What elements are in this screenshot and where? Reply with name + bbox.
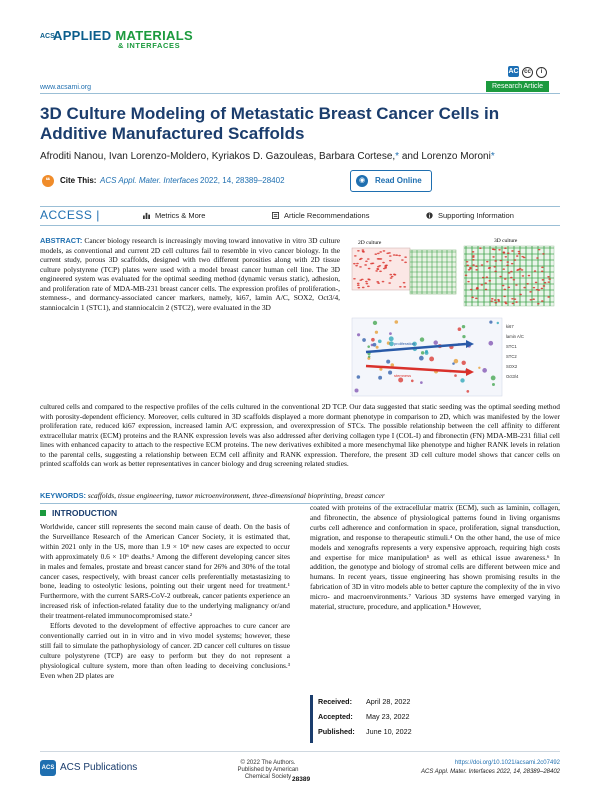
journal-name-applied: APPLIED — [53, 28, 116, 43]
published-date — [318, 727, 412, 736]
document-icon — [272, 212, 279, 219]
toc-label-sox2: SOX2 — [506, 364, 518, 369]
doi-link[interactable]: https://doi.org/10.1021/acsami.2c07492 — [454, 760, 560, 766]
toc-cell-2d — [391, 276, 394, 278]
toc-cell-2d — [374, 253, 377, 255]
toc-cell-3d — [498, 249, 501, 251]
toc-cell-3d — [505, 303, 508, 305]
toc-cell-2d — [353, 263, 356, 265]
toc-marker-dot — [368, 355, 370, 357]
toc-cell-3d — [528, 275, 531, 277]
toc-marker-dot — [488, 341, 493, 346]
toc-marker-dot — [357, 333, 360, 336]
footer-citation: ACS Appl. Mater. Interfaces 2022, 14, 28389–28402 — [421, 769, 560, 775]
toc-cell-3d — [488, 280, 491, 282]
toc-cell-2d — [368, 268, 371, 270]
toc-cell-2d — [377, 282, 380, 284]
toc-marker-dot — [460, 378, 464, 382]
toc-cell-3d — [521, 269, 524, 271]
toc-cell-2d — [360, 258, 363, 260]
toc-label-proliferation: proliferation — [394, 341, 415, 346]
cite-ref-link[interactable]: 2022, 14, 28389–28402 — [200, 176, 285, 185]
toc-marker-legend — [506, 324, 524, 379]
toc-cell-3d — [532, 298, 535, 300]
toc-cell-3d — [481, 264, 484, 266]
toc-bottom-panel — [352, 318, 502, 396]
toc-cell-3d — [494, 260, 497, 262]
toc-cell-3d — [493, 249, 496, 251]
toc-cell-2d — [364, 264, 367, 266]
toc-cell-3d — [481, 284, 484, 286]
toc-marker-dot — [454, 359, 459, 364]
toc-cell-3d — [482, 277, 485, 279]
journal-acs-mark: ACS — [40, 33, 55, 40]
globe-icon: ◉ — [356, 175, 368, 187]
toc-cell-2d — [404, 262, 407, 264]
accepted-value: May 23, 2022 — [366, 712, 410, 721]
toc-cell-2d — [388, 282, 391, 284]
toc-marker-dot — [452, 362, 455, 365]
toc-marker-dot — [357, 375, 361, 379]
bar-chart-icon — [143, 212, 150, 219]
toc-marker-dot — [376, 346, 379, 349]
toc-cell-3d — [507, 252, 510, 254]
toc-cell-2d — [367, 258, 370, 260]
toc-marker-dot — [497, 322, 499, 324]
access-label — [40, 208, 100, 222]
toc-cell-2d — [390, 277, 393, 279]
toc-marker-dot — [462, 361, 466, 365]
toc-label-stc2: STC2 — [506, 354, 517, 359]
toc-marker-dot — [398, 378, 403, 383]
open-access-icons — [505, 60, 547, 75]
toc-cell-3d — [479, 247, 482, 249]
acs-publications-logo[interactable] — [40, 760, 150, 778]
corresponding-author-mark: * — [395, 151, 400, 162]
toc-cell-3d — [541, 288, 544, 290]
toc-marker-dot — [389, 336, 394, 341]
toc-cell-3d — [537, 303, 540, 305]
toc-cell-3d — [530, 299, 533, 301]
toc-marker-dot — [378, 376, 382, 380]
toc-marker-dot — [411, 380, 414, 383]
recommendations-link[interactable] — [272, 211, 369, 220]
journal-name-materials: MATERIALS — [115, 28, 193, 43]
toc-cell-3d — [518, 253, 521, 255]
toc-cell-3d — [465, 274, 468, 276]
toc-cell-3d — [486, 276, 489, 278]
toc-cell-3d — [485, 289, 488, 291]
toc-cell-2d — [384, 267, 387, 269]
metrics-link[interactable] — [143, 211, 205, 220]
toc-cell-2d — [382, 262, 385, 264]
toc-cell-3d — [526, 283, 529, 285]
toc-cell-3d — [529, 291, 532, 293]
toc-cell-2d — [357, 250, 360, 252]
received-label: Received: — [318, 697, 352, 706]
toc-cell-3d — [499, 276, 502, 278]
corresponding-author-mark: * — [490, 151, 495, 162]
toc-cell-3d — [494, 299, 497, 301]
toc-marker-dot — [362, 338, 366, 342]
creative-commons-icon[interactable]: cc — [522, 67, 533, 78]
intro-paragraph-2: Efforts devoted to the development of effective approaches to cure cancer are conventionally carried out in in vitro and in vivo model systems; however, these still fail to simulate the pathophysiology of cancer. 2D cancer cell cultures on tissue culture polystyrene (TCP) are easy to perform but they do not represent a physiological culture system, more than often leading to deceiving conclusions.³ Even when 2D plates are — [40, 621, 290, 680]
toc-cell-3d — [503, 268, 506, 270]
toc-cell-3d — [538, 249, 541, 251]
toc-marker-dot — [433, 340, 438, 345]
toc-cell-2d — [355, 265, 358, 267]
toc-label-2d: 2D culture — [358, 240, 382, 246]
toc-cell-3d — [544, 282, 547, 284]
toc-cell-3d — [522, 275, 525, 277]
toc-cell-2d — [382, 281, 385, 283]
toc-cell-3d — [495, 302, 498, 304]
toc-cell-3d — [502, 285, 505, 287]
toc-cell-3d — [503, 252, 506, 254]
toc-cell-2d — [361, 249, 364, 251]
site-url-link[interactable]: www.acsami.org — [40, 84, 91, 91]
toc-cell-2d — [377, 253, 380, 255]
toc-cell-3d — [504, 256, 507, 258]
toc-cell-3d — [536, 257, 539, 259]
toc-cell-2d — [383, 250, 386, 252]
toc-cell-3d — [472, 259, 475, 261]
toc-marker-dot — [386, 360, 390, 364]
toc-cell-3d — [542, 279, 545, 281]
acs-authorchoice-icon[interactable]: AC — [508, 68, 519, 75]
abstract-label: ABSTRACT: — [40, 236, 83, 245]
toc-cell-2d — [359, 266, 362, 268]
toc-cell-2d — [398, 255, 401, 257]
toc-cell-3d — [523, 287, 526, 289]
toc-marker-dot — [373, 343, 377, 347]
toc-cell-2d — [399, 286, 402, 288]
toc-cell-2d — [395, 254, 398, 256]
read-online-button[interactable] — [350, 170, 432, 192]
supporting-label: Supporting Information — [438, 211, 514, 220]
article-dates — [310, 695, 560, 745]
authors-last[interactable]: and Lorenzo Moroni — [399, 151, 491, 162]
footer-divider — [40, 751, 560, 752]
toc-cell-3d — [541, 300, 544, 302]
toc-cell-3d — [535, 282, 538, 284]
toc-cell-2d — [357, 287, 360, 289]
toc-cell-3d — [514, 298, 517, 300]
toc-label-ki67: ki67 — [506, 324, 514, 329]
toc-cell-2d — [389, 274, 392, 276]
toc-marker-dot — [367, 345, 370, 348]
toc-marker-dot — [462, 325, 465, 328]
toc-cell-3d — [466, 265, 469, 267]
toc-cell-2d — [401, 259, 404, 261]
keywords — [40, 491, 560, 500]
author-list — [40, 151, 560, 162]
toc-cell-3d — [519, 268, 522, 270]
toc-cell-3d — [504, 289, 507, 291]
toc-cell-2d — [403, 282, 406, 284]
toc-cell-3d — [484, 282, 487, 284]
toc-cell-3d — [511, 298, 514, 300]
toc-cell-3d — [547, 296, 550, 298]
toc-cell-2d — [356, 263, 359, 265]
toc-cell-3d — [504, 247, 507, 249]
toc-marker-dot — [491, 375, 496, 380]
toc-cell-3d — [503, 296, 506, 298]
cite-bar — [40, 168, 560, 198]
toc-marker-dot — [421, 351, 424, 354]
intro-paragraph-3: coated with proteins of the extracellular matrix (ECM), such as laminin, collagen, and fibronectin, the absence of physiological patterns found in living organisms curbs cell adherence and conformation in space, proliferation, signal transduction, migration, and response to therapeutic stimuli.⁴ On the other hand, the use of mice models and xenografts represents a very expensive approach, requiring high costs and expertise for mice manipulation⁵ as well as ethical issue awareness.⁶ In addition, the genotype and biology of stromal cells are different between mice and humans. In recent years, tissue engineering has shown promising results in the fabrication of 3D in vitro models able to better capture the complexity of the in vivo micro- and macroenvironments.⁷ Various 3D systems have emerged varying in material, structure, procedure, and application.⁸ However, — [310, 503, 560, 612]
toc-marker-dot — [454, 374, 457, 377]
toc-cell-2d — [389, 260, 392, 262]
toc-cell-3d — [500, 260, 503, 262]
info-icon — [426, 212, 433, 219]
toc-cell-3d — [511, 250, 514, 252]
toc-cell-3d — [515, 284, 518, 286]
cite-journal-link[interactable]: ACS Appl. Mater. Interfaces — [100, 176, 199, 185]
toc-cell-3d — [518, 251, 521, 253]
copyright-notice: © 2022 The Authors. Published by American Chemical Society — [237, 760, 299, 780]
article-title: 3D Culture Modeling of Metastatic Breast Cancer Cells in Additive Manufactured Scaffolds — [40, 104, 500, 143]
introduction-heading — [40, 508, 117, 518]
toc-cell-2d — [375, 270, 378, 272]
toc-cell-2d — [393, 274, 396, 276]
toc-cell-3d — [543, 285, 546, 287]
recommendations-label: Article Recommendations — [284, 211, 370, 220]
toc-cell-3d — [468, 269, 471, 271]
toc-marker-dot — [492, 383, 495, 386]
toc-cell-3d — [541, 270, 544, 272]
toc-label-stemness: stemness — [394, 373, 412, 378]
toc-cell-3d — [533, 287, 536, 289]
toc-cell-3d — [506, 261, 509, 263]
toc-marker-dot — [371, 338, 375, 342]
page-number: 28389 — [292, 776, 311, 783]
toc-cell-3d — [494, 271, 497, 273]
section-square-icon — [40, 510, 46, 516]
toc-cell-3d — [534, 270, 537, 272]
toc-marker-dot — [420, 337, 424, 341]
toc-cell-3d — [472, 255, 475, 257]
toc-marker-dot — [425, 351, 429, 355]
toc-cell-3d — [497, 299, 500, 301]
toc-label-stc1: STC1 — [506, 344, 517, 349]
toc-graphic — [346, 232, 560, 400]
toc-cell-2d — [357, 284, 360, 286]
toc-cell-2d — [379, 271, 382, 273]
received-value: April 28, 2022 — [366, 697, 411, 706]
metrics-label: Metrics & More — [155, 211, 206, 220]
toc-cell-3d — [467, 281, 470, 283]
publisher-name: ACS Publications — [60, 762, 138, 773]
toc-cell-3d — [475, 265, 478, 267]
toc-cell-3d — [516, 255, 519, 257]
toc-3d-panel — [464, 246, 554, 306]
toc-marker-dot — [482, 368, 487, 373]
toc-cell-3d — [506, 264, 509, 266]
toc-marker-dot — [466, 390, 469, 393]
toc-cell-2d — [362, 251, 365, 253]
toc-scaffold-3d — [410, 250, 456, 294]
toc-cell-3d — [538, 289, 541, 291]
toc-cell-2d — [370, 263, 373, 265]
toc-marker-dot — [489, 321, 492, 324]
toc-cell-2d — [393, 254, 396, 256]
toc-cell-2d — [404, 256, 407, 258]
dates-accent-bar — [310, 695, 313, 743]
toc-cell-3d — [507, 287, 510, 289]
journal-logo — [40, 30, 280, 52]
toc-cell-3d — [547, 281, 550, 283]
toc-cell-3d — [491, 298, 494, 300]
toc-cell-3d — [542, 253, 545, 255]
access-bar — [40, 206, 560, 226]
body-column-right — [310, 503, 560, 612]
cite-label: Cite This: — [60, 176, 97, 185]
toc-cell-3d — [475, 298, 478, 300]
toc-marker-dot — [389, 332, 392, 335]
toc-cell-2d — [378, 258, 381, 260]
toc-cell-3d — [486, 261, 489, 263]
toc-cell-3d — [510, 271, 513, 273]
toc-cell-3d — [475, 269, 478, 271]
toc-cell-3d — [469, 267, 472, 269]
abstract-bottom: cultured cells and compared to the respective profiles of the cells cultured in the conventional 2D TCP. Our data suggested that static seeding was the optimal seeding method with porosity-dependent efficiency. Moreover, cells cultured in 3D scaffolds displayed a more dormant phenotype in comparison to 2D, which was manifested by the lower proliferation rate, reduced ki67 expression, increased lamin A/C expression, and overexpression of STCs. The possible relationship between the cell affinity to different extracellular matrix (ECM) proteins and the RANK expression levels was also addressed after deriving collagen type I (COL-I) and fibronectin (FN) MDA-MB-231 filial cell lines with enhanced capacity to attach to the respective ECM proteins. The new derivatives exhibited a more mesenchymal like phenotype and higher RANK levels in relation to the parental cells, suggesting a relationship between ECM cell affinity and RANK expression. Therefore, the present 3D cell culture model shows that cancer cells on printed scaffolds can work as better representatives in cancer biology and drug screening related studies. — [40, 402, 560, 469]
body-column-left — [40, 522, 290, 681]
toc-marker-dot — [478, 367, 480, 369]
access-divider: | — [96, 208, 100, 222]
toc-cell-2d — [359, 279, 362, 281]
toc-cell-2d — [378, 265, 381, 267]
read-online-label: Read Online — [375, 176, 422, 185]
toc-marker-dot — [395, 320, 399, 324]
attribution-icon[interactable]: i — [536, 67, 547, 78]
toc-marker-dot — [388, 371, 392, 375]
toc-2d-panel — [352, 248, 410, 290]
published-label: Published: — [318, 727, 355, 736]
authors-main[interactable]: Afroditi Nanou, Ivan Lorenzo-Moldero, Kyriakos D. Gazouleas, Barbara Cortese, — [40, 151, 396, 162]
toc-cell-2d — [367, 286, 370, 288]
abstract-top — [40, 236, 340, 312]
toc-marker-dot — [420, 381, 423, 384]
keywords-label: KEYWORDS: — [40, 491, 86, 500]
toc-cell-3d — [476, 287, 479, 289]
toc-cell-3d — [492, 256, 495, 258]
introduction-heading-text: INTRODUCTION — [52, 508, 118, 518]
toc-cell-3d — [488, 267, 491, 269]
toc-cell-2d — [365, 281, 368, 283]
published-value: June 10, 2022 — [366, 727, 412, 736]
toc-cell-3d — [519, 294, 522, 296]
toc-marker-dot — [419, 356, 424, 361]
accepted-label: Accepted: — [318, 712, 353, 721]
toc-cell-3d — [513, 279, 516, 281]
toc-cell-2d — [379, 251, 382, 253]
toc-marker-dot — [462, 335, 465, 338]
toc-cell-2d — [354, 255, 357, 257]
received-date — [318, 697, 410, 706]
intro-paragraph-1: Worldwide, cancer still represents the second main cause of death. On the basis of the Surveillance Research of the American Cancer Society, it is estimated that, within 2021 only in the US, more than 1.9 × 10⁶ new cases are expected to occur with approximately 0.6 × 10⁶ deaths.¹ Among the different developing cancer sites in males and females, prostate and breast cancer stand for 26% and 30% of the total cancer cases, respectively, with breast cancer cells preferentially metastasizing to bone, leading to osteolytic lesions, pointing out their urgent need for treatment.¹ Furthermore, with the current SARS-CoV-2 outbreak, cancer patients experience an increased risk of infection-related fatality due to the underlying malignancy or/and their treatment-related immunocompromised state.² — [40, 522, 290, 621]
toc-cell-2d — [367, 278, 370, 280]
toc-cell-3d — [515, 301, 518, 303]
toc-marker-dot — [375, 331, 378, 334]
toc-cell-3d — [512, 303, 515, 305]
access-text: ACCESS — [40, 208, 93, 222]
toc-cell-2d — [362, 287, 365, 289]
toc-label-oct: Oct3/4 — [506, 374, 519, 379]
toc-marker-dot — [429, 357, 434, 362]
toc-cell-2d — [385, 264, 388, 266]
toc-label-3d: 3D culture — [494, 238, 518, 244]
toc-cell-3d — [471, 297, 474, 299]
toc-cell-3d — [504, 278, 507, 280]
toc-marker-dot — [378, 339, 382, 343]
quote-icon: ❝ — [42, 175, 54, 187]
toc-cell-2d — [357, 283, 360, 285]
toc-cell-2d — [403, 286, 406, 288]
acs-hex-icon: ACS — [40, 760, 56, 776]
toc-cell-3d — [548, 278, 551, 280]
toc-cell-3d — [510, 277, 513, 279]
accepted-date — [318, 712, 410, 721]
toc-cell-2d — [353, 278, 356, 280]
toc-cell-2d — [365, 260, 368, 262]
abstract-text-top: Cancer biology research is increasingly moving toward innovative in vitro 3D culture models, as conventional and current 2D cell cultures fail to resemble in vivo cancer biology. In the current study, porous 3D scaffolds, designed with two different porosities along with 2D tissue culture polystyrene (TCP) plates were used with a model breast cancer human cell line. The 3D engineered system was evaluated for the optimal seeding method (dynamic versus static), adhesion, and proliferation rate of MDA-MB-231 breast cancer cells. The expression profiles of proliferation-, stemness-, and dormancy-associated cancer markers, namely, ki67, lamin A/C, SOX2, Oct3/4, stanniocalcin 1 (STC1), and stanniocalcin 2 (STC2), were evaluated in the 3D — [40, 236, 341, 312]
toc-cell-3d — [466, 261, 469, 263]
toc-label-lamin: lamin A/C — [506, 334, 524, 339]
toc-cell-3d — [493, 266, 496, 268]
toc-cell-2d — [389, 255, 392, 257]
header-divider — [40, 93, 560, 94]
journal-name-line2: & INTERFACES — [118, 41, 181, 50]
toc-marker-dot — [355, 388, 359, 392]
toc-cell-2d — [376, 268, 379, 270]
toc-cell-2d — [365, 283, 368, 285]
toc-cell-2d — [386, 252, 389, 254]
toc-cell-3d — [514, 259, 517, 261]
article-type-badge: Research Article — [486, 81, 549, 92]
toc-cell-3d — [490, 300, 493, 302]
toc-cell-3d — [508, 272, 511, 274]
toc-marker-dot — [373, 321, 377, 325]
toc-marker-dot — [458, 327, 462, 331]
keywords-text: scaffolds, tissue engineering, tumor microenvironment, three-dimensional bioprinting, breast cancer — [87, 491, 385, 500]
toc-cell-3d — [547, 276, 550, 278]
toc-cell-3d — [541, 266, 544, 268]
toc-cell-3d — [470, 289, 473, 291]
toc-cell-3d — [472, 251, 475, 253]
supporting-info-link[interactable] — [426, 211, 514, 220]
toc-cell-3d — [523, 257, 526, 259]
toc-cell-3d — [472, 264, 475, 266]
toc-cell-3d — [511, 263, 514, 265]
